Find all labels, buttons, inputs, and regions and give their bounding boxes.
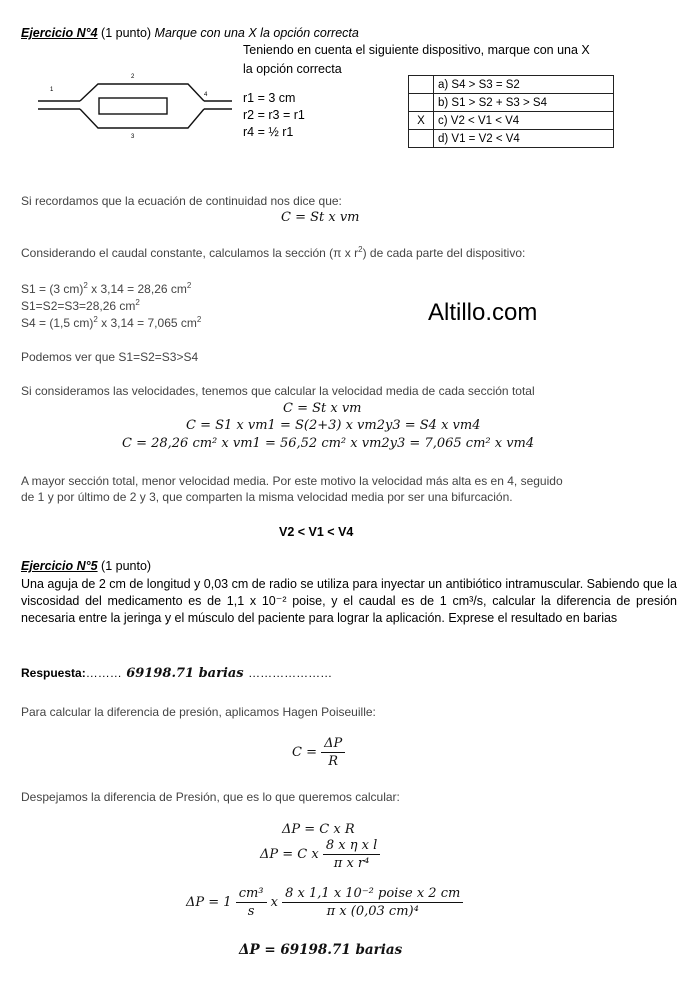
ej4-heading: [21, 26, 359, 40]
ej5-statement: Una aguja de 2 cm de longitud y 0,03 cm de radio se utiliza para inyectar un antibiótico intramuscular. Sabiendo que la viscosidad del medicamento es de 1,1 x 10⁻² poise, y el caudal es de 1 cm³/s, calcular la diferencia de presión necesaria entre la jeringa y el músculo del paciente para lograr la aplicación. Exprese el resultado en barias: [21, 577, 677, 625]
option-row[interactable]: [409, 76, 614, 94]
option-row[interactable]: [409, 130, 614, 148]
eq-dp1: ΔP = C x R: [282, 822, 355, 837]
option-mark[interactable]: X: [409, 112, 434, 130]
ej5-points: (1 punto): [97, 559, 152, 573]
option-mark[interactable]: [409, 130, 434, 148]
diagram-label-1: 1: [50, 87, 54, 93]
option-mark[interactable]: [409, 76, 434, 94]
option-text: b) S1 > S2 + S3 > S4: [434, 94, 614, 112]
option-row[interactable]: [409, 94, 614, 112]
ej5-heading: [21, 559, 151, 573]
p-see: Podemos ver que S1=S2=S3>S4: [21, 350, 199, 364]
eq-continuity: C = St x vm: [281, 210, 360, 225]
option-mark[interactable]: [409, 94, 434, 112]
eq-hagen: C = $\frac{\Delta P}{R}$: [292, 736, 345, 769]
diagram-label-3: 3: [131, 134, 135, 140]
option-text: a) S4 > S3 = S2: [434, 76, 614, 94]
eq-final: ΔP = 69198.71 barias: [239, 942, 403, 958]
eq-dp3: ΔP = 1 $\frac{\text{cm³}}{s}$ x $\frac{\text{8 x 1,1 x 10⁻² poise x 2 cm}}{\text{π x (0,03 cm)⁴}}$: [186, 886, 463, 919]
option-text: d) V1 = V2 < V4: [434, 130, 614, 148]
ej4-intro-line1: Teniendo en cuenta el siguiente dispositivo, marque con una X: [243, 43, 590, 57]
p-hagen: Para calcular la diferencia de presión, aplicamos Hagen Poiseuille:: [21, 705, 376, 719]
ej4-instruction: Marque con una X la opción correcta: [154, 26, 359, 40]
option-text: c) V2 < V1 < V4: [434, 112, 614, 130]
eq-vel1: C = St x vm: [283, 401, 362, 416]
s123-line: S1=S2=S3=28,26 $cm^2$: [21, 298, 140, 313]
eq-dp2: ΔP = C x $\frac{\text{8 x η x l}}{\text{π x r⁴}}$: [260, 838, 380, 871]
ej4-title: Ejercicio N°4: [21, 26, 98, 40]
p-vel: Si consideramos las velocidades, tenemos que calcular la velocidad media de cada sección total: [21, 384, 535, 398]
ej4-points: (1 punto): [97, 26, 155, 40]
ej5-title: Ejercicio N°5: [21, 559, 98, 573]
p-conc1: A mayor sección total, menor velocidad media. Por este motivo la velocidad más alta es en 4, seguido: [21, 474, 563, 488]
watermark: Altillo.com: [428, 299, 538, 326]
resp-value: 69198.71 barias: [121, 666, 249, 681]
device-diagram: [36, 70, 236, 142]
diagram-label-2: 2: [131, 74, 135, 80]
option-row[interactable]: [409, 112, 614, 130]
p-conc2: de 1 y por último de 2 y 3, que comparten la misma velocidad media por ser una bifurcación.: [21, 490, 513, 504]
ej4-r2: r2 = r3 = r1: [243, 108, 305, 122]
ej5-response: Respuesta:……… 69198.71 barias …………………: [21, 666, 333, 681]
diagram-label-4: 4: [204, 92, 208, 98]
ej4-r4: r4 = ½ r1: [243, 125, 294, 139]
eq-vel2: C = S1 x vm1 = S(2+3) x vm2y3 = S4 x vm4: [186, 418, 481, 433]
p-despejamos: Despejamos la diferencia de Presión, que es lo que queremos calcular:: [21, 790, 400, 804]
ej4-r1: r1 = 3 cm: [243, 91, 296, 105]
p-continuity: Si recordamos que la ecuación de continuidad nos dice que:: [21, 194, 342, 208]
p-caudal: Considerando el caudal constante, calculamos la sección (π x $r^2$) de cada parte del dispositivo:: [21, 245, 526, 260]
resp-label: Respuesta:: [21, 666, 86, 680]
s4-line: S4 = (1,5 cm)$^2$ x 3,14 = 7,065 $cm^2$: [21, 315, 202, 330]
ej4-answer: V2 < V1 < V4: [279, 525, 354, 539]
s1-line: S1 = (3 cm)$^2$ x 3,14 = 28,26 $cm^2$: [21, 281, 192, 296]
ej4-intro-line2: la opción correcta: [243, 62, 342, 76]
eq-vel3: C = 28,26 cm² x vm1 = 56,52 cm² x vm2y3 = 7,065 cm² x vm4: [122, 436, 535, 451]
options-table: [408, 75, 614, 148]
